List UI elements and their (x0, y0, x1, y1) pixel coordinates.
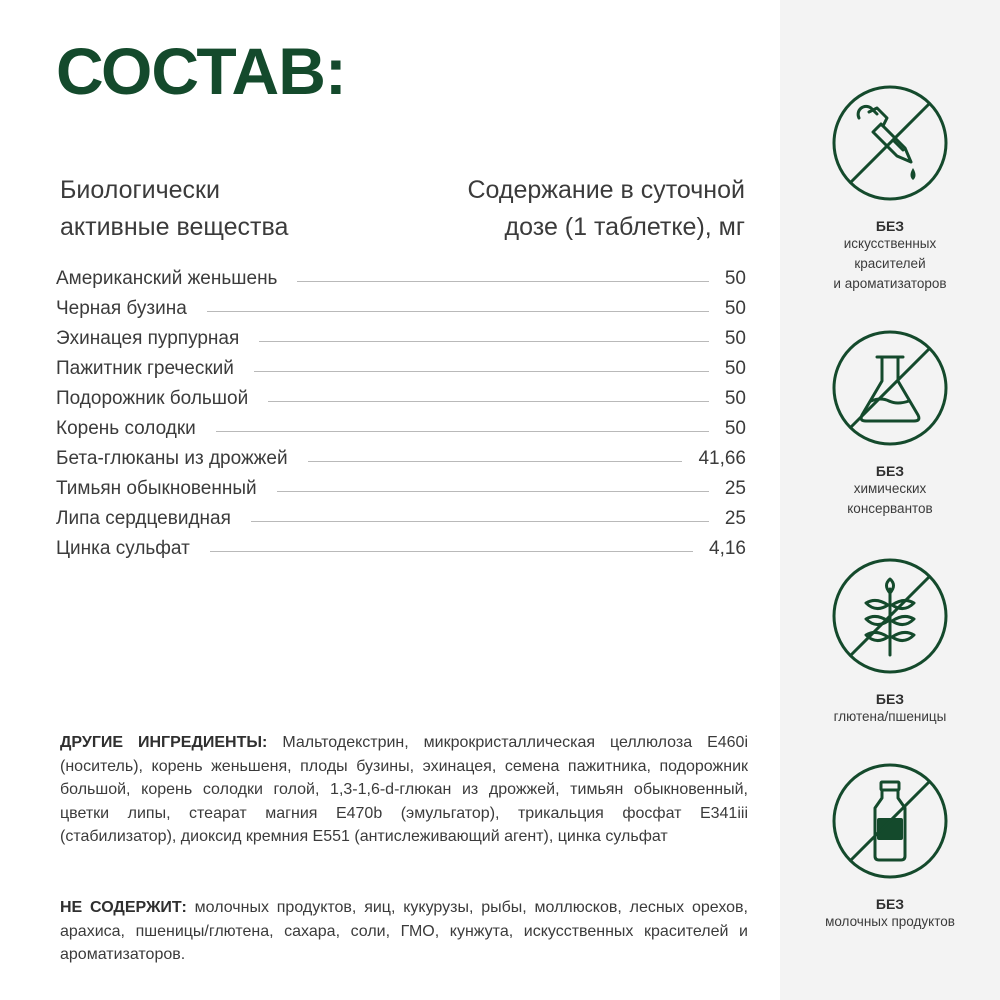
badge-bez: БЕЗ (875, 463, 905, 479)
ingredient-name: Липа сердцевидная (56, 508, 231, 529)
ingredient-row (56, 358, 746, 388)
ingredient-row (56, 478, 746, 508)
badge-bez: БЕЗ (875, 691, 905, 707)
ingredient-name: Черная бузина (56, 298, 187, 319)
ingredient-name: Эхинацея пурпурная (56, 328, 240, 349)
badge-no-gluten (780, 557, 1000, 727)
badge-no-dyes (780, 84, 1000, 294)
badge-desc: искусственных (843, 236, 937, 251)
ingredient-name: Корень солодки (56, 418, 196, 439)
other-ingredients (60, 731, 748, 849)
badge-no-preservatives (780, 329, 1000, 519)
ingredient-row (56, 448, 746, 478)
leader-line (308, 461, 683, 462)
leader-line (207, 311, 709, 312)
ingredient-name: Подорожник большой (56, 388, 249, 409)
column-header-line: Содержание в суточной (467, 176, 745, 204)
ingredient-value: 50 (724, 328, 746, 349)
page-title: СОСТАВ: (56, 34, 346, 108)
leader-line (259, 341, 709, 342)
ingredient-name: Пажитник греческий (56, 358, 234, 379)
ingredient-row (56, 418, 746, 448)
ingredient-value: 41,66 (698, 448, 746, 469)
ingredient-name: Американский женьшень (56, 268, 278, 289)
wheat-icon (831, 557, 949, 675)
ingredient-value: 25 (724, 508, 746, 529)
ingredient-value: 50 (724, 268, 746, 289)
leader-line (277, 491, 709, 492)
badge-desc: молочных продуктов (825, 914, 955, 929)
ingredient-value: 50 (724, 298, 746, 319)
ingredient-row (56, 328, 746, 358)
badge-desc: глютена/пшеницы (833, 709, 947, 724)
ingredient-row (56, 268, 746, 298)
other-ingredients-label: ДРУГИЕ ИНГРЕДИЕНТЫ: (60, 734, 268, 751)
ingredient-name: Бета-глюканы из дрожжей (56, 448, 288, 469)
free-from (60, 896, 748, 967)
badge-bez: БЕЗ (875, 896, 905, 912)
leader-line (254, 371, 709, 372)
other-ingredients-text: Мальтодекстрин, микрокристаллическая целлюлоза Е460i (носитель), корень женьшеня, плоды бузины, эхинацея, семена пажитника, подорожник большой, корень солодки голой, 1,3-1,6-d-глюкан из дрожжей, тимьян обыкновенный, цветки липы, стеарат магния Е470b (эмульгатор), трикальция фосфат Е341iii (стабилизатор), диоксид кремния Е551 (антислеживающий агент), цинка сульфат (60, 734, 749, 845)
ingredient-value: 4,16 (709, 538, 746, 559)
ingredient-value: 25 (724, 478, 746, 499)
column-header-line: Биологически (60, 176, 220, 204)
ingredient-name: Цинка сульфат (56, 538, 190, 559)
leader-line (216, 431, 709, 432)
ingredient-row (56, 298, 746, 328)
ingredient-value: 50 (724, 358, 746, 379)
ingredient-row (56, 388, 746, 418)
leader-line (268, 401, 709, 402)
ingredient-value: 50 (724, 418, 746, 439)
column-header-dose (400, 172, 745, 246)
badge-bez: БЕЗ (875, 218, 905, 234)
free-from-label: НЕ СОДЕРЖИТ: (60, 899, 187, 916)
free-from-text: молочных продуктов, яиц, кукурузы, рыбы, моллюсков, лесных орехов, арахиса, пшеницы/глютена, сахара, соли, ГМО, кунжута, искусственных красителей и ароматизаторов. (60, 899, 749, 963)
badge-desc: химических (853, 481, 927, 496)
badge-desc: красителей (854, 256, 926, 271)
ingredient-row (56, 508, 746, 538)
badge-desc: консервантов (847, 501, 933, 516)
column-header-substances (60, 172, 380, 246)
leader-line (251, 521, 709, 522)
column-header-line: активные вещества (60, 213, 289, 241)
ingredient-row (56, 538, 746, 568)
badge-no-dairy (780, 762, 1000, 932)
ingredient-value: 50 (724, 388, 746, 409)
badge-desc: и ароматизаторов (833, 276, 947, 291)
ingredient-name: Тимьян обыкновенный (56, 478, 257, 499)
column-header-line: дозе (1 таблетке), мг (504, 213, 745, 241)
dropper-icon (831, 84, 949, 202)
flask-icon (831, 329, 949, 447)
milk-bottle-icon (831, 762, 949, 880)
badges-sidebar (780, 0, 1000, 1000)
ingredient-list (56, 268, 746, 568)
leader-line (297, 281, 708, 282)
leader-line (210, 551, 693, 552)
